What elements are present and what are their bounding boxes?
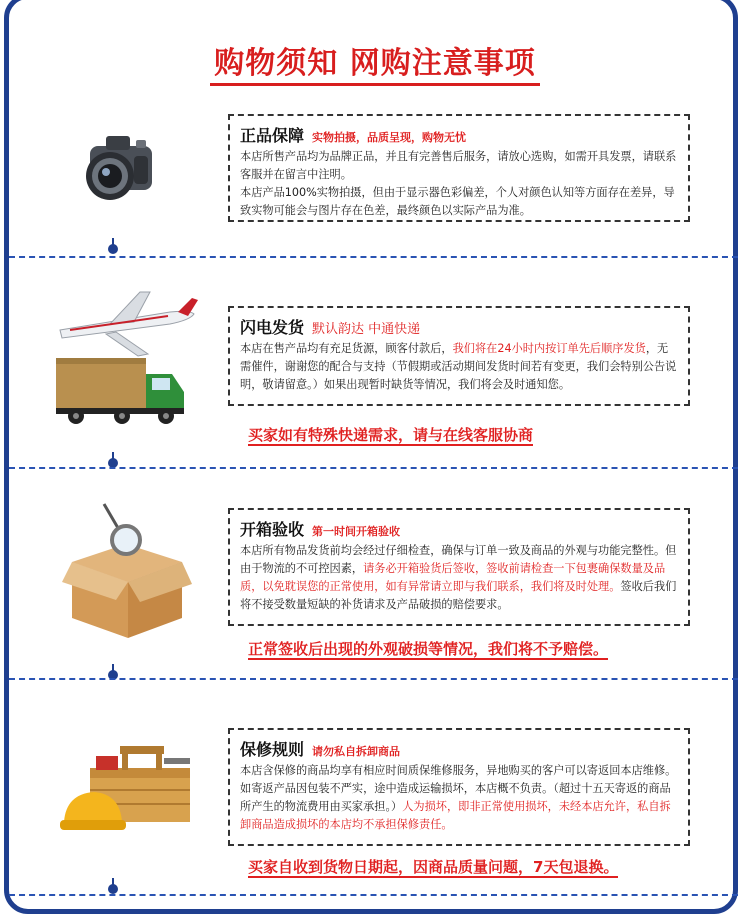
section-divider	[9, 678, 738, 680]
section-note: 正常签收后出现的外观破损等情况，我们将不予赔偿。	[248, 640, 609, 658]
toolbox-icon	[60, 738, 200, 838]
section-divider	[9, 894, 738, 896]
airplane-truck-icon	[50, 284, 200, 434]
section-heading: 闪电发货	[240, 318, 305, 337]
section-subtitle: 请勿私自拆卸商品	[312, 745, 401, 758]
section-heading: 正品保障	[240, 126, 305, 145]
page-title: 购物须知 网购注意事项	[0, 38, 750, 82]
section-heading: 开箱验收	[240, 520, 305, 539]
section-note: 买家如有特殊快递需求，请与在线客服协商	[248, 426, 534, 444]
timeline-pin	[108, 452, 118, 466]
section-warranty-rules	[228, 728, 690, 846]
section-note: 买家自收到货物日期起，因商品质量问题，7天包退换。	[248, 858, 619, 876]
section-body: 本店所有物品发货前均会经过仔细检查，确保与订单一致及商品的外观与功能完整性。但由于物流的不可控因素，请务必开箱验货后签收，签收前请检查一下包裹确保数量及品质，以免耽误您的正常使用，如有异常请立即与我们联系，我们将及时处理。签收后我们将不接受数量短缺的补货请求及产品破损的赔偿要求。	[240, 544, 677, 611]
timeline-pin	[108, 664, 118, 678]
section-divider	[9, 467, 738, 469]
section-divider	[9, 256, 738, 258]
section-fast-shipping	[228, 306, 690, 406]
section-subtitle: 默认韵达 中通快递	[312, 322, 421, 337]
section-unboxing-check	[228, 508, 690, 626]
section-subtitle: 第一时间开箱验收	[312, 525, 401, 538]
section-heading: 保修规则	[240, 740, 305, 759]
timeline-pin	[108, 238, 118, 252]
camera-icon	[76, 128, 166, 208]
section-body: 本店在售产品均有充足货源，顾客付款后，我们将在24小时内按订单先后顺序发货，无需催件，谢谢您的配合与支持（节假期或活动期间发货时间若有变更，我们会特别公告说明，敬请留意。）如果出现暂时缺货等情况，我们将会及时通知您。	[240, 342, 677, 391]
section-body: 本店含保修的商品均享有相应时间质保维修服务，异地购买的客户可以寄返回本店维修。如寄返产品因包装不严实，途中造成运输损坏，本店概不负责。（超过十五天寄返的商品所产生的物流费用由买家承担。）人为损坏，即非正常使用损坏，未经本店允许，私自拆卸商品造成损坏的本店均不承担保修责任。	[240, 764, 677, 831]
section-subtitle: 实物拍摄，品质呈现，购物无忧	[312, 131, 467, 144]
section-body: 本店所售产品均为品牌正品，并且有完善售后服务，请放心选购，如需开具发票，请联系客服并在留言中注明。 本店产品100%实物拍摄，但由于显示器色彩偏差，个人对颜色认知等方面存在差异，导致实物可能会与图片存在色差，最终颜色以实际产品为准。	[240, 150, 677, 217]
section-quality-guarantee	[228, 114, 690, 222]
timeline-pin	[108, 878, 118, 892]
box-magnifier-icon	[62, 500, 192, 640]
